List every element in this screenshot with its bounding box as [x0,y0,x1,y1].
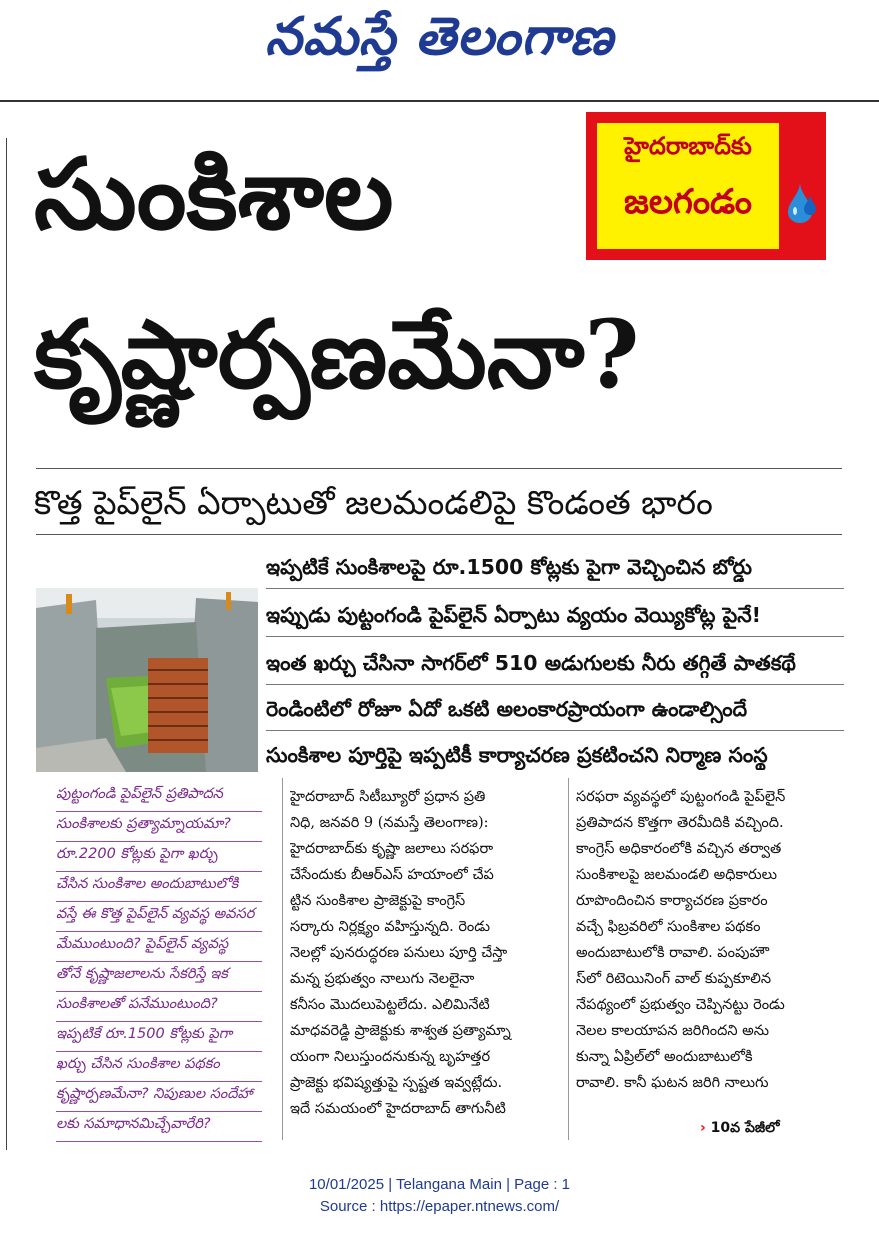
article-line: కున్నా ఏప్రిల్‌లో అందుబాటులోకి [576,1049,753,1065]
continued-on-page[interactable] [700,1120,780,1139]
column-divider [568,778,569,1140]
pull-quote-line: ఇప్పటికే రూ.1500 కోట్లకు పైగా [56,1018,262,1052]
pull-quote-line: కృష్ణార్పణమేనా? నిపుణుల సందేహా [56,1078,262,1112]
pull-quote-line: ఖర్చు చేసిన సుంకిశాల పథకం [56,1048,262,1082]
article-line: నెలల కాలయాపన జరిగిందని అను [576,1023,769,1039]
masthead [0,0,879,96]
article-line: ప్రాజెక్టు భవిష్యత్తుపై స్పష్టత ఇవ్వట్లేదు. [290,1075,503,1091]
series-badge-top: హైదరాబాద్‌కు [624,132,752,160]
continued-label: 10వ పేజీలో [710,1120,780,1136]
pull-quote-line: రూ.2200 కోట్లకు పైగా ఖర్చు [56,838,262,872]
pull-quote-line: సుంకిశాలకు ప్రత్యామ్నాయమా? [56,808,262,842]
highlight-line: ఇప్పుడు పుట్టంగండి పైప్‌లైన్ ఏర్పాటు వ్యయం వెయ్యికోట్ల పైనే! [266,603,761,627]
article-line: సుంకిశాలపై జలమండలి అధికారులు [576,867,777,883]
article-line: హైదరాబాద్‌కు కృష్ణా జలాలు సరఫరా [290,841,494,857]
highlight-divider [266,730,844,731]
article-line: కాంగ్రెస్ అధికారంలోకి వచ్చిన తర్వాత [576,841,782,857]
article-line: మాధవరెడ్డి ప్రాజెక్టుకు శాశ్వత ప్రత్యామ్నా [290,1023,511,1039]
article-line: రూపొందించిన కార్యాచరణ ప్రకారం [576,893,768,909]
pull-quote-line: వస్తే ఈ కొత్త పైప్‌లైన్ వ్యవస్థ అవసర [56,898,262,932]
highlight-line: ఇంత ఖర్చు చేసినా సాగర్‌లో 510 అడుగులకు నీరు తగ్గితే పాతకథే [266,651,796,675]
water-drop-icon [786,180,818,224]
pull-quote-line: సుంకిశాలతో పనేముంటుంది? [56,988,262,1022]
highlight-divider [266,684,844,685]
pull-quote-line: చేసిన సుంకిశాల అందుబాటులోకి [56,868,262,902]
article-column-2 [576,784,846,1096]
article-line: యంగా నిలుస్తుందనుకున్న బృహత్తర [290,1049,491,1065]
highlight-line: ఇప్పటికే సుంకిశాలపై రూ.1500 కోట్లకు పైగా వెచ్చించిన బోర్డు [266,555,752,579]
article-line: ట్టిన సుంకిశాల ప్రాజెక్టుపై కాంగ్రెస్ [290,893,466,909]
project-site-photo [36,588,258,772]
headline-line-2: కృష్ణార్పణమేనా? [34,300,640,410]
article-line: నేపథ్యంలో ప్రభుత్వం చెప్పినట్టు రెండు [576,997,785,1013]
article-line: చేసేందుకు బీఆర్‌ఎస్ హయాంలో చేప [290,867,494,883]
highlight-line: రెండింటిలో రోజూ ఏదో ఒకటి అలంకారప్రాయంగా ఉండాల్సిందే [266,697,748,721]
footer-source-link[interactable]: Source : https://epaper.ntnews.com/ [319,1198,560,1215]
article-line: సర్కారు నిర్లక్ష్యం వహిస్తున్నది. రెండు [290,919,491,935]
column-divider [282,778,283,1140]
highlight-line: సుంకిశాల పూర్తిపై ఇప్పటికీ కార్యాచరణ ప్రకటించని నిర్మాణ సంస్థ [266,743,768,767]
pull-quote-line: మేముంటుంది? పైప్‌లైన్ వ్యవస్థ [56,928,262,962]
series-badge-bottom: జలగండం [624,182,752,222]
highlight-divider [266,588,844,589]
subhead-top-rule [36,468,842,469]
masthead-divider [0,100,879,102]
left-border-rule [6,138,7,1150]
pull-quote-line: పుట్టంగండి పైప్‌లైన్ ప్రతిపాదన [56,778,262,812]
subhead-bottom-rule [36,534,842,535]
article-line: వచ్చే ఫిబ్రవరిలో సుంకిశాల పథకం [576,919,761,935]
highlight-divider [266,636,844,637]
article-line: నిధి, జనవరి 9 (నమస్తే తెలంగాణ): [290,815,489,831]
subheadline: కొత్త పైప్‌లైన్ ఏర్పాటుతో జలమండలిపై కొండంత భారం [34,483,713,522]
masthead-title: నమస్తే తెలంగాణ [265,6,614,67]
article-line: నెలల్లో పునరుద్ధరణ పనులు పూర్తి చేస్తా [290,945,508,961]
article-column-1 [290,784,560,1122]
pull-quote-line: తోనే కృష్ణాజలాలను సేకరిస్తే ఇక [56,958,262,992]
article-line: రావాలి. కానీ ఘటన జరిగి నాలుగు [576,1075,769,1091]
article-line: కనీసం మొదలుపెట్టలేదు. ఎలిమినేటి [290,997,490,1013]
article-line: హైదరాబాద్ సిటీబ్యూరో ప్రధాన ప్రతి [290,789,486,805]
pull-quote-line: లకు సమాధానమిచ్చేవారేరి? [56,1108,262,1142]
article-line: సరఫరా వ్యవస్థలో పుట్టంగండి పైప్‌లైన్ [576,789,786,805]
headline-line-1: సుంకిశాల [34,137,394,252]
footer-edition-info: 10/01/2025 | Telangana Main | Page : 1 [308,1176,571,1193]
article-line: అందుబాటులోకి రావాలి. పంపుహౌ [576,945,769,961]
article-line: స్‌లో రిటెయినింగ్ వాల్ కుప్పకూలిన [576,971,772,987]
continue-arrow-icon: › [700,1120,706,1136]
article-line: ఇదే సమయంలో హైదరాబాద్ తాగునీటి [290,1101,506,1117]
article-line: ప్రతిపాదన కొత్తగా తెరమీదికి వచ్చింది. [576,815,784,831]
article-line: మన్న ప్రభుత్వం నాలుగు నెలలైనా [290,971,475,987]
pull-quote [56,778,262,1144]
